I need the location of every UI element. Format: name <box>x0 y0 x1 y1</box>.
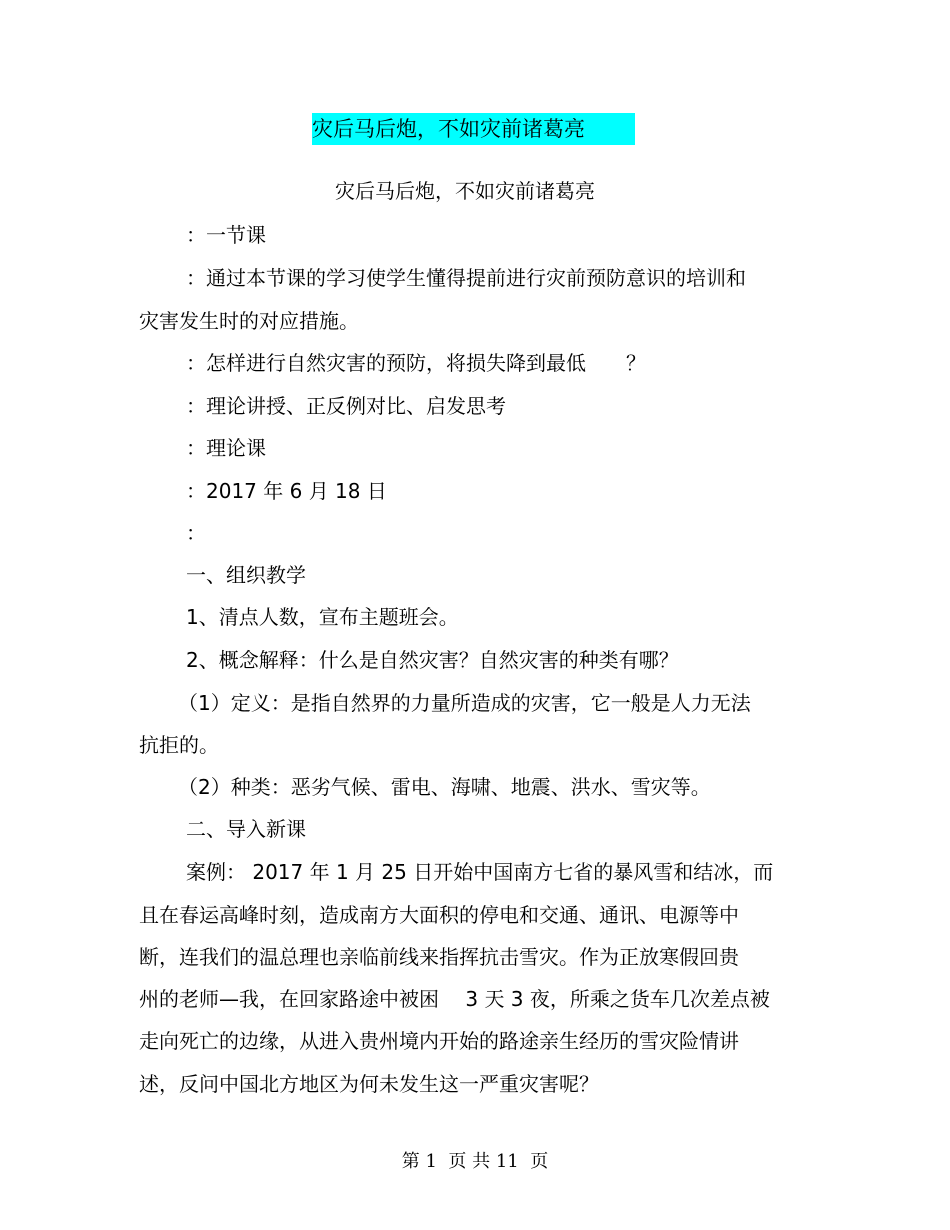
text-line: 断，连我们的温总理也亲临前线来指挥抗击雪灾。作为正放寒假回贵 <box>139 945 739 969</box>
text-line: ：2017 年 6 月 18 日 <box>186 479 387 503</box>
text-line: ：怎样进行自然灾害的预防，将损失降到最低 ？ <box>186 351 646 375</box>
section-heading: 一、组织教学 <box>186 563 306 587</box>
text-line: 州的老师—我，在回家路途中被困 3 天 3 夜，所乘之货车几次差点被 <box>139 987 770 1011</box>
text-line: 灾害发生时的对应措施。 <box>139 309 359 333</box>
text-line: 案例： 2017 年 1 月 25 日开始中国南方七省的暴风雪和结冰，而 <box>186 860 774 884</box>
highlighted-title: 灾后马后炮，不如灾前诸葛亮 <box>312 113 635 145</box>
text-line: （2）种类：恶劣气候、雷电、海啸、地震、洪水、雪灾等。 <box>178 775 711 799</box>
page-number-footer: 第 1 页 共 11 页 <box>401 1151 549 1172</box>
document-title: 灾后马后炮，不如灾前诸葛亮 <box>335 179 595 203</box>
section-heading: 二、导入新课 <box>186 817 306 841</box>
text-line: ：理论课 <box>186 436 266 460</box>
text-line: 走向死亡的边缘，从进入贵州境内开始的路途亲生经历的雪灾险情讲 <box>139 1029 739 1053</box>
text-line: 抗拒的。 <box>139 733 219 757</box>
text-line: ：通过本节课的学习使学生懂得提前进行灾前预防意识的培训和 <box>186 266 746 290</box>
text-line: ：一节课 <box>186 223 266 247</box>
text-line: ：理论讲授、正反例对比、启发思考 <box>186 394 506 418</box>
text-line: ： <box>186 521 206 545</box>
text-line: 且在春运高峰时刻，造成南方大面积的停电和交通、通讯、电源等中 <box>139 903 739 927</box>
text-line: 2、概念解释：什么是自然灾害？自然灾害的种类有哪？ <box>186 648 679 672</box>
text-line: 1、清点人数，宣布主题班会。 <box>186 605 459 629</box>
text-line: （1）定义：是指自然界的力量所造成的灾害，它一般是人力无法 <box>178 691 751 715</box>
text-line: 述，反问中国北方地区为何未发生这一严重灾害呢？ <box>139 1072 599 1096</box>
